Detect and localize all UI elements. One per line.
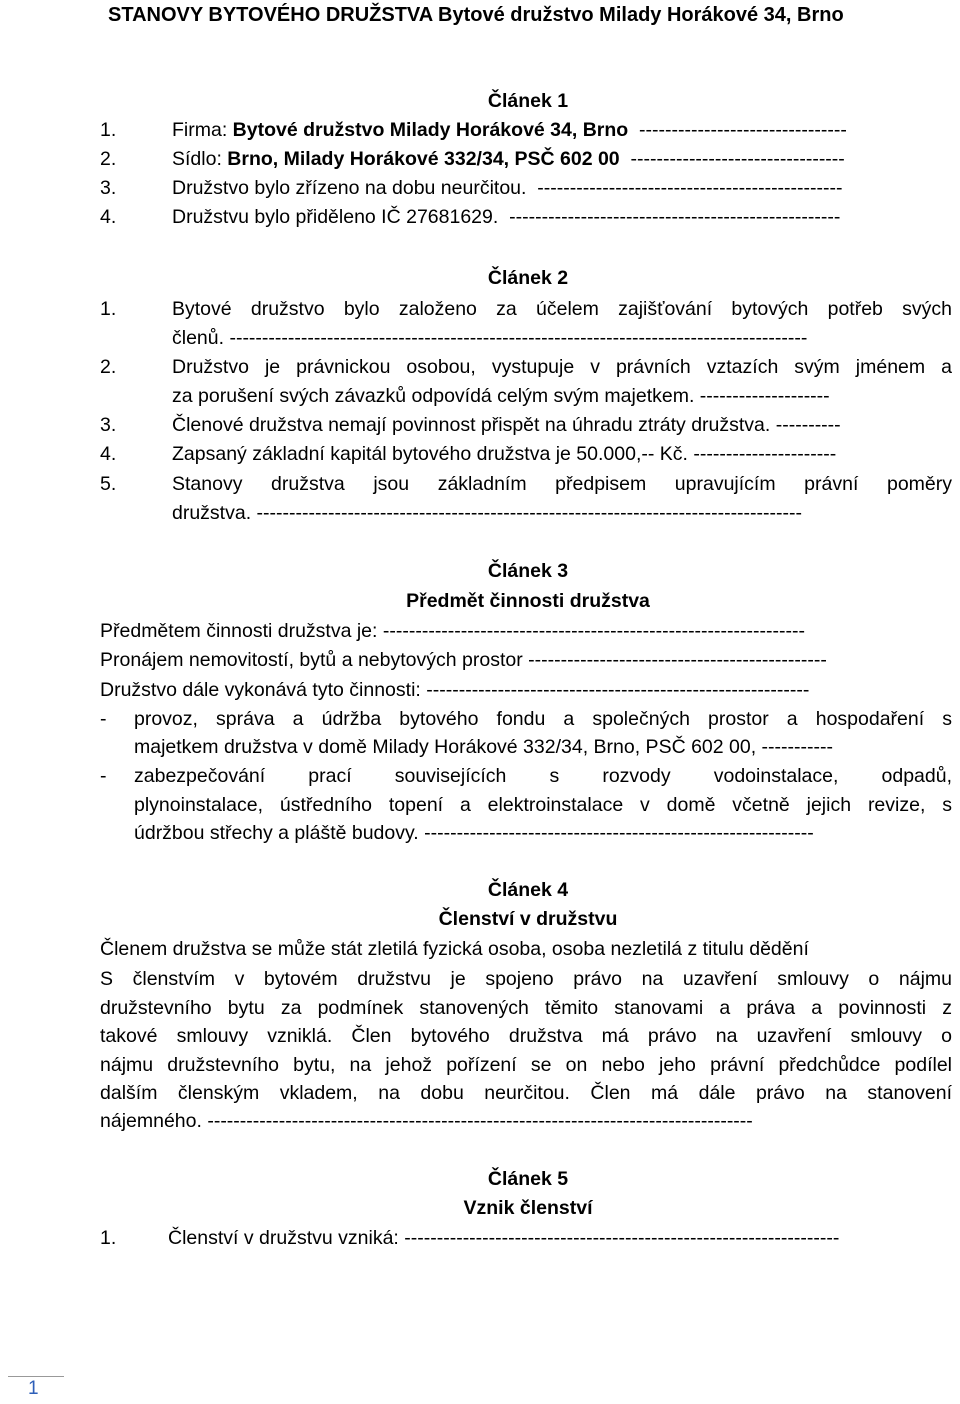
article-3-subheading: Předmět činnosti družstva	[406, 590, 650, 612]
paragraph-line: Družstvo dále vykonává tyto činnosti: -----------------------------------------------------------	[100, 679, 810, 701]
page-number: 1	[28, 1378, 39, 1399]
article-5-subheading: Vznik členství	[463, 1197, 593, 1219]
list-item-continuation: družstva. ------------------------------------------------------------------------------------	[172, 502, 802, 524]
paragraph-line: S členstvím v bytovém družstvu je spojeno právo na uzavření smlouvy o nájmu	[100, 968, 952, 990]
list-item-continuation: za porušení svých závazků odpovídá celým svým majetkem. --------------------	[172, 385, 830, 407]
list-number: 4.	[100, 206, 117, 228]
article-3-heading: Článek 3	[487, 560, 569, 582]
list-number: 3.	[100, 414, 117, 436]
list-item	[172, 146, 960, 172]
dash-fill: ---------------------------------	[630, 148, 845, 170]
list-number: 1.	[100, 1227, 117, 1249]
bullet-item: zabezpečování prací souvisejících s rozvody vodoinstalace, odpadů,	[134, 765, 952, 787]
article-1-heading: Článek 1	[487, 90, 569, 112]
list-item-continuation: členů. -----------------------------------------------------------------------------------------	[172, 327, 808, 349]
list-item	[172, 117, 960, 143]
list-item: Bytové družstvo bylo založeno za účelem zajišťování bytových potřeb svých	[172, 298, 952, 320]
bullet-dash: -	[100, 708, 107, 730]
dash-fill: -----------------------------------------------	[537, 177, 843, 199]
list-number: 2.	[100, 356, 117, 378]
item-text: Družstvu bylo přiděleno IČ 27681629.	[172, 206, 499, 228]
list-number: 2.	[100, 148, 117, 170]
list-item	[172, 204, 960, 230]
list-item: Stanovy družstva jsou základním předpisem upravujícím právní poměry	[172, 473, 952, 495]
list-item: Družstvo je právnickou osobou, vystupuje v právních vztazích svým jménem a	[172, 356, 952, 378]
article-2-heading: Článek 2	[487, 267, 569, 289]
article-4-heading: Článek 4	[487, 879, 569, 901]
item-text: Firma:	[172, 119, 233, 141]
item-text: Družstvo bylo zřízeno na dobu neurčitou.	[172, 177, 527, 199]
list-number: 1.	[100, 119, 117, 141]
paragraph-line: Členem družstva se může stát zletilá fyzická osoba, osoba nezletilá z titulu dědění	[100, 938, 809, 960]
dash-fill: ---------------------------------------------------	[509, 206, 841, 228]
list-item: Zapsaný základní kapitál bytového družstva je 50.000,-- Kč. ----------------------	[172, 443, 837, 465]
list-number: 3.	[100, 177, 117, 199]
paragraph-line: nájemného. ------------------------------------------------------------------------------------	[100, 1110, 753, 1132]
bullet-item: provoz, správa a údržba bytového fondu a společných prostor a hospodaření s	[134, 708, 952, 730]
list-number: 1.	[100, 298, 117, 320]
bullet-item-continuation: údržbou střechy a pláště budovy. ------------------------------------------------------------	[134, 822, 814, 844]
article-4-subheading: Členství v družstvu	[438, 908, 618, 930]
paragraph-line: družstevního bytu za podmínek stanovených těmito stanovami a práva a povinnosti z	[100, 997, 952, 1019]
list-number: 4.	[100, 443, 117, 465]
firm-name: Bytové družstvo Milady Horákové 34, Brno	[232, 119, 629, 141]
list-item	[172, 175, 960, 201]
bullet-dash: -	[100, 765, 107, 787]
paragraph-line: nájmu družstevního bytu, na jehož pořízení se on nebo jeho právní předchůdce podílel	[100, 1054, 952, 1076]
seat-address: Brno, Milady Horákové 332/34, PSČ 602 00	[227, 148, 620, 170]
paragraph-line: dalším členským vkladem, na dobu neurčitou. Člen má dále právo na stanovení	[100, 1082, 952, 1104]
paragraph-line: Předmětem činnosti družstva je: -----------------------------------------------------------------	[100, 620, 805, 642]
item-text: Sídlo:	[172, 148, 228, 170]
bullet-item-continuation: majetkem družstva v domě Milady Horákové 332/34, Brno, PSČ 602 00, -----------	[134, 736, 833, 758]
list-item: Členové družstva nemají povinnost přispět na úhradu ztráty družstva. ----------	[172, 414, 841, 436]
document-title: STANOVY BYTOVÉHO DRUŽSTVA Bytové družstvo Milady Horákové 34, Brno	[108, 4, 844, 26]
list-item: Členství v družstvu vzniká: -------------------------------------------------------------------	[168, 1227, 840, 1249]
list-number: 5.	[100, 473, 117, 495]
paragraph-line: takové smlouvy vzniklá. Člen bytového družstva má právo na uzavření smlouvy o	[100, 1025, 952, 1047]
dash-fill: --------------------------------	[639, 119, 847, 141]
footer-divider	[8, 1376, 64, 1377]
bullet-item-continuation: plynoinstalace, ústředního topení a elektroinstalace v domě včetně jejich revize, s	[134, 794, 952, 816]
article-5-heading: Článek 5	[487, 1168, 569, 1190]
paragraph-line: Pronájem nemovitostí, bytů a nebytových prostor ----------------------------------------------	[100, 649, 827, 671]
